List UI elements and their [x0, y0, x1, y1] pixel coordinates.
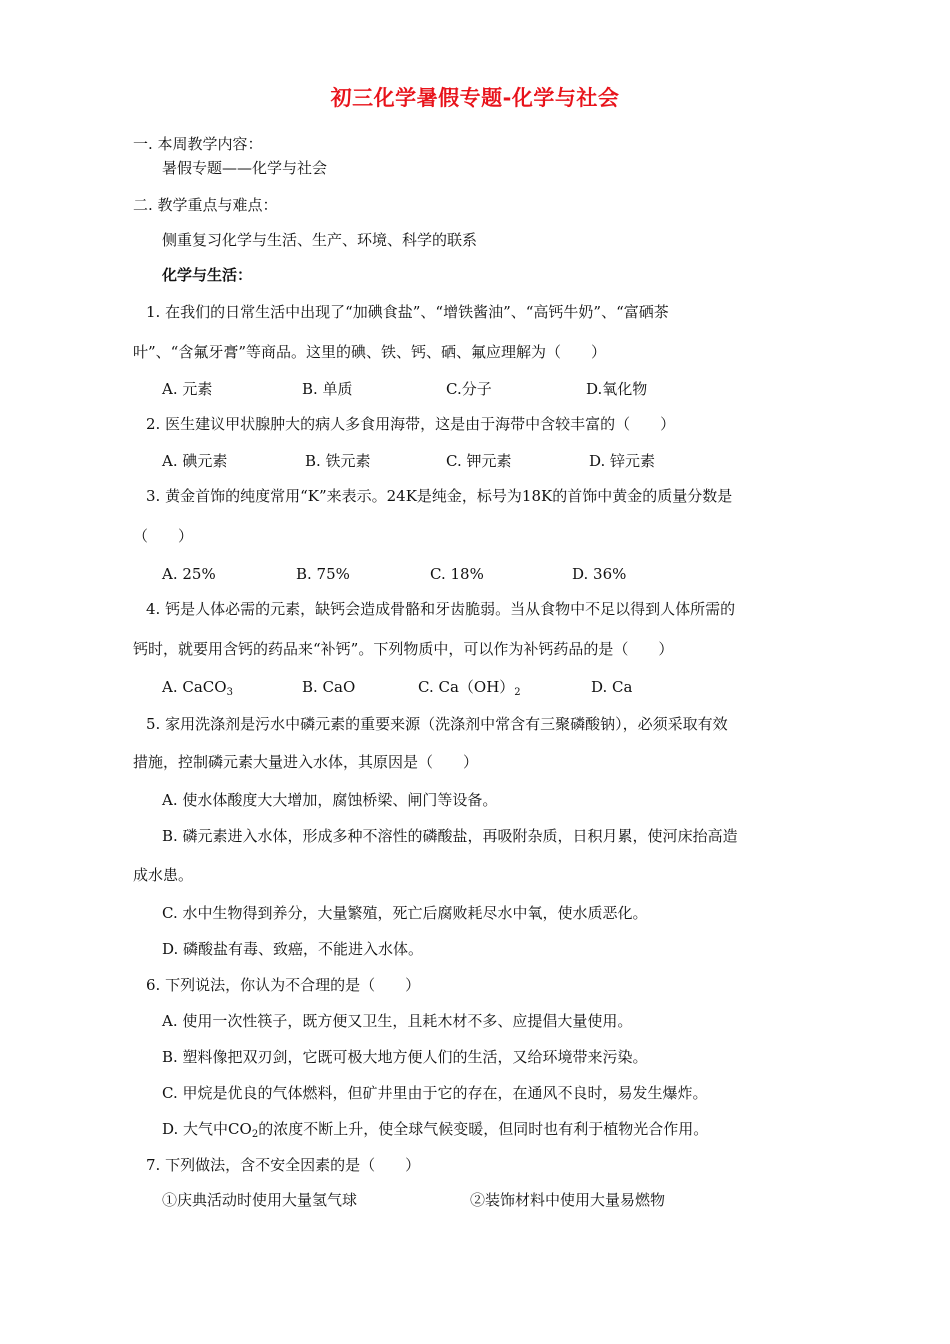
q6-line1: 6. 下列说法，你认为不合理的是（ ）	[146, 976, 421, 994]
subheading-chem-life: 化学与生活：	[162, 266, 253, 284]
q5-option-a: A. 使水体酸度大大增加，腐蚀桥梁、闸门等设备。	[162, 791, 498, 809]
q4-line2: 钙时，就要用含钙的药品来“补钙”。下列物质中，可以作为补钙药品的是（ ）	[133, 640, 674, 658]
q6-option-d: D. 大气中$CO_2$的浓度不断上升，使全球气候变暖，但同时也有利于植物光合作用。	[162, 1120, 709, 1140]
q3-option-a: A. 25%	[162, 565, 216, 583]
q5-option-b-line2: 成水患。	[133, 866, 194, 884]
q1-option-a: A. 元素	[162, 380, 213, 398]
section-1-content: 暑假专题——化学与社会	[162, 159, 328, 177]
q7-line1: 7. 下列做法，含不安全因素的是（ ）	[146, 1156, 421, 1174]
q5-line2: 措施，控制磷元素大量进入水体，其原因是（ ）	[133, 753, 479, 771]
q4-option-a: A. CaCO$_3$	[162, 678, 233, 698]
q5-option-c: C. 水中生物得到养分，大量繁殖，死亡后腐败耗尽水中氧，使水质恶化。	[162, 904, 648, 922]
q3-option-d: D. 36%	[572, 565, 627, 583]
q5-line1: 5. 家用洗涤剂是污水中磷元素的重要来源（洗涤剂中常含有三聚磷酸钠），必须采取有效	[146, 715, 728, 733]
q6-option-c: C. 甲烷是优良的气体燃料，但矿井里由于它的存在，在通风不良时，易发生爆炸。	[162, 1084, 708, 1102]
q6-option-a: A. 使用一次性筷子，既方便又卫生，且耗木材不多、应提倡大量使用。	[162, 1012, 633, 1030]
q7-option-1: ①庆典活动时使用大量氢气球	[162, 1191, 358, 1209]
section-1-heading: 一. 本周教学内容：	[133, 135, 263, 153]
q4-option-b: B. CaO	[302, 678, 356, 696]
q2-option-d: D. 锌元素	[589, 452, 656, 470]
q1-option-b: B. 单质	[302, 380, 353, 398]
q2-option-c: C. 钾元素	[446, 452, 512, 470]
q7-option-2: ②装饰材料中使用大量易燃物	[470, 1191, 666, 1209]
q4-option-c: C. $Ca(OH)_2$	[418, 678, 521, 698]
q5-option-d: D. 磷酸盐有毒、致癌，不能进入水体。	[162, 940, 424, 958]
q4-line1: 4. 钙是人体必需的元素，缺钙会造成骨骼和牙齿脆弱。当从食物中不足以得到人体所需的	[146, 600, 736, 618]
q3-line2: （ ）	[133, 527, 194, 545]
q3-option-c: C. 18%	[430, 565, 484, 583]
q3-option-b: B. 75%	[296, 565, 350, 583]
q1-line2: 叶”、“含氟牙膏”等商品。这里的碘、铁、钙、硒、氟应理解为（ ）	[133, 343, 607, 361]
q5-option-b-line1: B. 磷元素进入水体，形成多种不溶性的磷酸盐，再吸附杂质，日积月累，使河床抬高造	[162, 827, 738, 845]
section-2-content: 侧重复习化学与生活、生产、环境、科学的联系	[162, 231, 478, 249]
q6-option-b: B. 塑料像把双刃剑，它既可极大地方便人们的生活，又给环境带来污染。	[162, 1048, 648, 1066]
q4-option-d: D. Ca	[591, 678, 633, 696]
q1-line1: 1. 在我们的日常生活中出现了“加碘食盐”、“增铁酱油”、“高钙牛奶”、“富硒茶	[146, 303, 669, 321]
q2-option-a: A. 碘元素	[162, 452, 228, 470]
q1-option-d: D.氧化物	[586, 380, 648, 398]
q3-line1: 3. 黄金首饰的纯度常用“K”来表示。24K是纯金，标号为18K的首饰中黄金的质量分数是	[146, 487, 733, 505]
q2-line1: 2. 医生建议甲状腺肿大的病人多食用海带，这是由于海带中含较丰富的（ ）	[146, 415, 676, 433]
q2-option-b: B. 铁元素	[305, 452, 371, 470]
section-2-heading: 二. 教学重点与难点：	[133, 196, 278, 214]
page-title: 初三化学暑假专题-化学与社会	[330, 86, 620, 110]
q1-option-c: C.分子	[446, 380, 492, 398]
